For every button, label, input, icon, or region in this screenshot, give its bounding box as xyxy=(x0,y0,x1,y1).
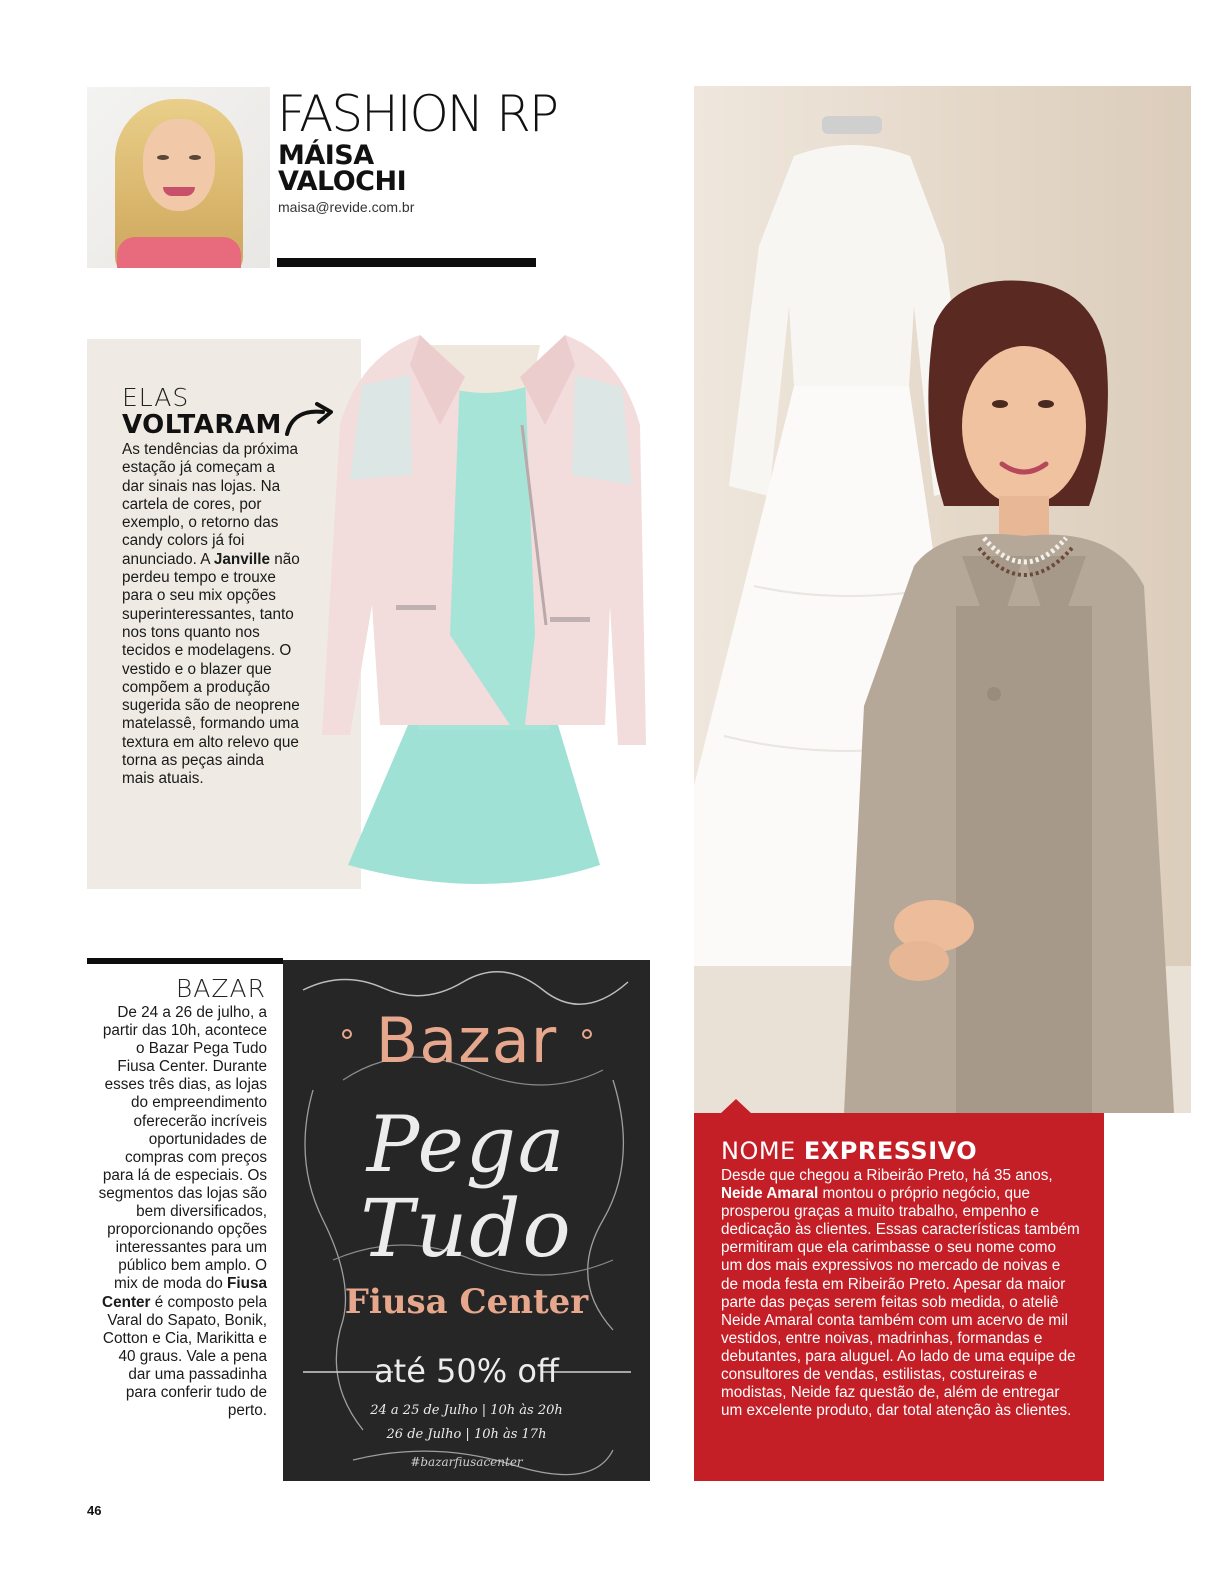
nome-expressivo-body-text: Desde que chegou a Ribeirão Preto, há 35 anos, Neide Amaral montou o próprio negócio, que prosperou graças a muito trabalho, empenho e dedicação às clientes. Essas características também permitiram que ela carimbasse o seu nome como um dos mais expressivos no mercado de noivas e de moda festa em Ribeirão Preto. Apesar da maior parte das peças serem feitas sob medida, o ateliê Neide Amaral conta também com um acervo de mil vestidos, entre noivas, madrinhas, formandas e debutantes, para aluguel. Ao lado de uma equipe de consultores de vendas, estilistas, costureiras e modistas, Neide faz questão de, além de entregar um excelente produto, dar total atenção às clientes. xyxy=(721,1167,1080,1420)
nome-expressivo-title: NOME EXPRESSIVO xyxy=(721,1137,978,1165)
elas-title: VOLTARAM xyxy=(122,410,282,440)
bazar-title: BAZAR xyxy=(175,974,266,1003)
elas-kicker: ELAS xyxy=(122,383,190,412)
poster-line-tudo: Tudo xyxy=(360,1182,573,1275)
name-neide-amaral: Neide Amaral xyxy=(721,1185,819,1203)
header-divider xyxy=(277,258,536,267)
poster-venue: Fiusa Center xyxy=(344,1282,589,1322)
columnist-photo xyxy=(87,87,270,268)
caption-pointer xyxy=(720,1099,752,1114)
poster-discount: até 50% off xyxy=(374,1352,559,1390)
poster-line-pega: Pega xyxy=(366,1100,567,1190)
author-name xyxy=(278,140,407,197)
brand-janville: Janville xyxy=(213,550,270,568)
designer-photo xyxy=(694,86,1191,1113)
section-title: FASHION RP xyxy=(277,85,557,143)
poster-dates-1: 24 a 25 de Julho | 10h às 20h xyxy=(370,1403,563,1418)
author-email[interactable]: maisa@revide.com.br xyxy=(278,199,415,215)
author-first-name: MÁISA xyxy=(278,140,374,171)
page-number: 46 xyxy=(87,1503,102,1518)
author-last-name: VALOCHI xyxy=(278,166,407,197)
poster-hashtag: #bazarfiusacenter xyxy=(410,1455,523,1469)
bazar-poster xyxy=(283,960,650,1481)
bazar-body-text: De 24 a 26 de julho, a partir das 10h, acontece o Bazar Pega Tudo Fiusa Center. Durante esses três dias, as lojas do empreendimento oferecerão incríveis oportunidades de compras com preços para lá de especiais. Os segmentos das lojas são bem diversificados, proporcionando opções interessantes para um público bem amplo. O mix de moda do Fiusa Center é composto pela Varal do Sapato, Bonik, Cotton e Cia, Marikitta e 40 graus. Vale a pena dar uma passadinha para conferir tudo de perto. xyxy=(98,1004,267,1420)
poster-headline: Bazar xyxy=(375,1004,558,1077)
elas-body-text: As tendências da próxima estação já começam a dar sinais nas lojas. Na cartela de cores, por exemplo, o retorno das candy colors já foi anunciado. A Janville não perdeu tempo e trouxe para o seu mix opções superinteressantes, tanto nos tons quanto nos tecidos e modelagens. O vestido e o blazer que compõem a produção sugerida são de neoprene matelassê, formando uma textura em alto relevo que torna as peças ainda mais atuais. xyxy=(122,441,300,788)
outfit-photo xyxy=(300,305,695,895)
bazar-divider xyxy=(87,958,283,964)
brand-fiusa-center: Fiusa Center xyxy=(102,1275,267,1311)
poster-dates-2: 26 de Julho | 10h às 17h xyxy=(386,1427,547,1442)
